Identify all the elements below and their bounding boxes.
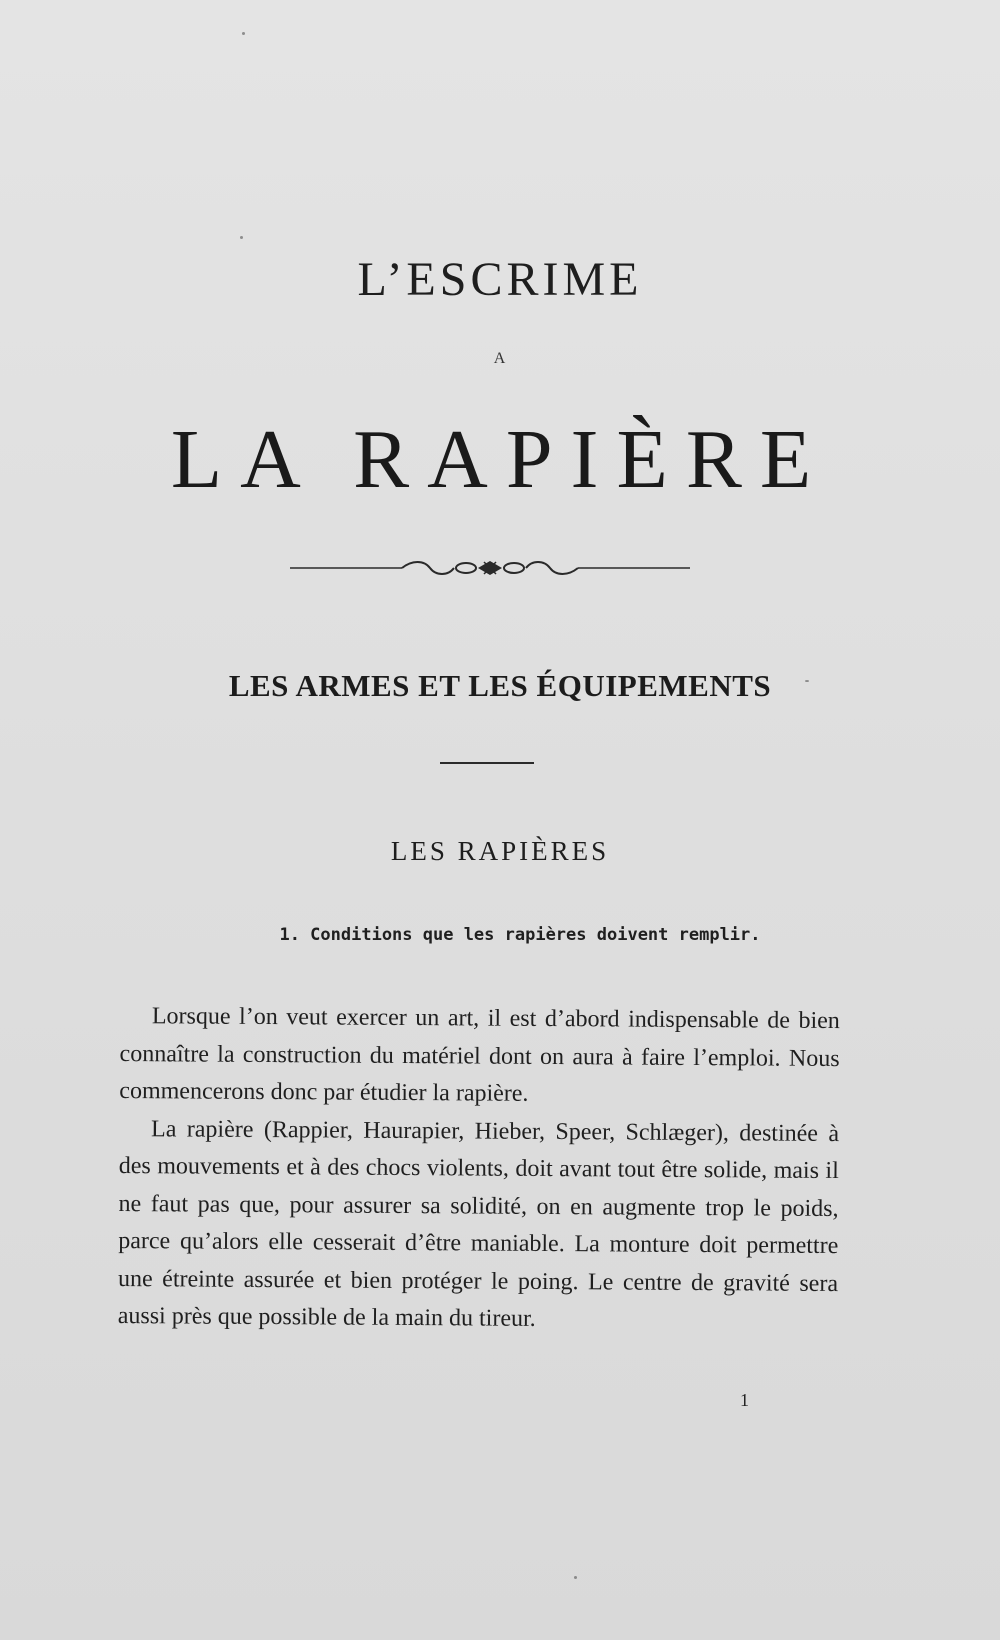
numbered-heading: 1. Conditions que les rapières doivent remplir.	[279, 925, 761, 945]
paper-speck	[240, 236, 243, 239]
paper-speck	[574, 1576, 577, 1579]
paper-speck	[805, 680, 809, 682]
paper-speck	[242, 32, 245, 35]
paragraph-1: Lorsque l’on veut exercer un art, il est d’abord indispensable de bien connaître la construction du matériel dont on aura à faire l’emploi. Nous commencerons donc par étudier la rapière.	[119, 1003, 840, 1107]
title-line-a: A	[493, 350, 507, 367]
subsection-title: LES RAPIÈRES	[390, 836, 610, 866]
page-number: 1	[740, 1390, 749, 1410]
body-text	[118, 998, 840, 1341]
paragraph-2: La rapière (Rappier, Haurapier, Hieber, Speer, Schlæger), destinée à des mouvements et à des chocs violents, doit avant tout être solide, mais il ne faut pas que, pour assurer sa solidité, on en augmente trop le poids, parce qu’alors elle cesserait d’être maniable. La monture doit permettre une étreinte assurée et bien protéger le poing. Le centre de gravité sera aussi près que possible de la main du tireur.	[117, 1115, 840, 1332]
section-title: LES ARMES ET LES ÉQUIPEMENTS	[228, 668, 772, 703]
section-divider	[440, 762, 534, 764]
ornamental-divider-icon	[290, 556, 690, 580]
title-line-escrime: L’ESCRIME	[357, 253, 643, 306]
title-line-rapiere: LA RAPIÈRE	[170, 413, 830, 506]
